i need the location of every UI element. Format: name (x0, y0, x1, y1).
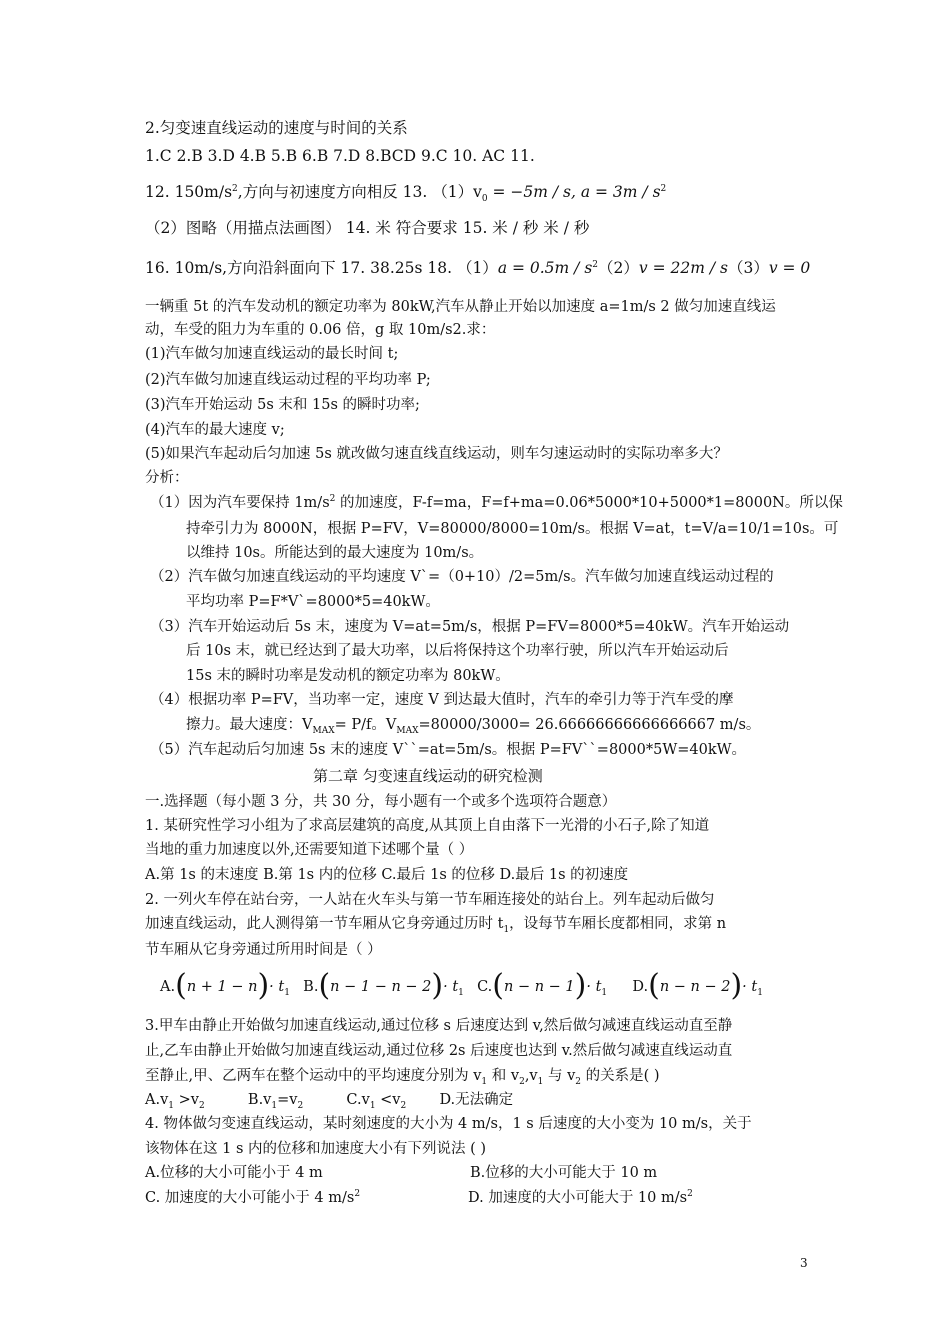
q3-options (145, 1090, 513, 1112)
q4-line-2: 该物体在这 1 s 内的位移和加速度大小有下列说法 ( ) (145, 1141, 487, 1157)
q2-line-2: 加速直线运动，此人测得第一节车厢从它身旁通过历时 $t_1$，设每节车厢长度都相同，求第 n (145, 916, 727, 935)
analysis-label: 分析： (145, 470, 189, 486)
q4-option-a: A.位移的大小可能小于 4 m (145, 1165, 323, 1181)
analysis-3-line-1: （3）汽车开始运动后 5s 末，速度为 V=at=5m/s，根据 P=FV=8000*5=40kW。汽车开始运动 (150, 619, 790, 635)
analysis-1-line-1: （1）因为汽车要保持 $1m/s^2$ 的加速度，F-f=ma，F=f+ma=0.06*5000*10+5000*1=8000N。所以保 (150, 494, 843, 511)
problem-line-1: 一辆重 5t 的汽车发动机的额定功率为 80kW,汽车从静止开始以加速度 a=1m/s 2 做匀加速直线运 (145, 299, 776, 315)
q4-option-d: D. 加速度的大小可能大于 10 $m/s^2$ (468, 1189, 693, 1206)
q2-option-c: $C.(n - n - 1)\cdot t_1$ (477, 968, 608, 1003)
chapter-title: 第二章 匀变速直线运动的研究检测 (313, 767, 543, 785)
q3-option-c: $C.v_1 <v_2$ (346, 1092, 407, 1111)
analysis-1-line-3: 以维持 10s。所能达到的最大速度为 10m/s。 (186, 545, 484, 561)
q3-option-d: D.无法确定 (439, 1092, 514, 1108)
analysis-4-line-1: （4）根据功率 P=FV，当功率一定，速度 V 到达最大值时，汽车的牵引力等于汽车受的摩 (150, 692, 734, 708)
answers-line-1: 1.C 2.B 3.D 4.B 5.B 6.B 7.D 8.BCD 9.C 10. AC 11. (145, 147, 535, 165)
answers-line-3: （2）图略（用描点法画图） 14. 米 符合要求 15. 米 / 秒 米 / 秒 (145, 219, 590, 237)
analysis-4-line-2: 擦力。最大速度：$V_{MAX}= P/f$。$V_{MAX}=80000/3000= 26.66666666666666667$ m/s。 (186, 717, 761, 736)
problem-q3: (3)汽车开始运动 5s 末和 15s 的瞬时功率; (145, 397, 420, 413)
q2-option-a: $A.(n + 1 - n)\cdot t_1$ (160, 968, 290, 1003)
q4-line-1: 4. 物体做匀变速直线运动，某时刻速度的大小为 4 m/s，1 s 后速度的大小变为 10 m/s，关于 (145, 1116, 752, 1132)
problem-q5: (5)如果汽车起动后匀加速 5s 就改做匀速直线直线运动，则车匀速运动时的实际功率多大？ (145, 446, 728, 462)
q4-option-b: B.位移的大小可能大于 10 m (470, 1165, 658, 1181)
q3-option-b: $B.v_1=v_2$ (247, 1092, 304, 1111)
q3-line-1: 3.甲车由静止开始做匀加速直线运动,通过位移 s 后速度达到 v,然后做匀减速直线运动直至静 (145, 1018, 733, 1034)
answers-section-title: 2.匀变速直线运动的速度与时间的关系 (145, 119, 408, 137)
problem-q2: (2)汽车做匀加速直线运动过程的平均功率 P; (145, 372, 431, 388)
analysis-3-line-2: 后 10s 末，就已经达到了最大功率，以后将保持这个功率行驶，所以汽车开始运动后 (186, 643, 729, 659)
analysis-2-line-2: 平均功率 P=F*V`=8000*5=40kW。 (186, 594, 440, 610)
problem-line-2: 动，车受的阻力为车重的 0.06 倍，g 取 10m/s2.求： (145, 322, 496, 338)
section-heading: 一.选择题（每小题 3 分，共 30 分，每小题有一个或多个选项符合题意） (145, 794, 617, 810)
q2-options (160, 962, 763, 1009)
q4-option-c: C. 加速度的大小可能小于 4 $m/s^2$ (145, 1189, 361, 1206)
analysis-2-line-1: （2）汽车做匀加速直线运动的平均速度 V`=（0+10）/2=5m/s。汽车做匀加速直线运动过程的 (150, 569, 774, 585)
q2-option-d: $D.(n - n - 2)\cdot t_1$ (632, 968, 763, 1003)
q2-line-3: 节车厢从它身旁通过所用时间是（ ） (145, 942, 382, 958)
answers-line-4: 16. 10m/s,方向沿斜面向下 17. 38.25s 18. $(1)a = 0.5m / s^2(2)v = 22m / s(3)v = 0$ (145, 259, 811, 277)
analysis-1-line-2: 持牵引力为 8000N，根据 P=FV，V=80000/8000=10m/s。根据 V=at，t=V/a=10/1=10s。可 (186, 521, 839, 537)
page-number: 3 (800, 1256, 808, 1270)
analysis-5: （5）汽车起动后匀加速 5s 末的速度 V``=at=5m/s。根据 P=FV``=8000*5W=40kW。 (150, 742, 747, 758)
problem-q1: (1)汽车做匀加速直线运动的最长时间 t; (145, 346, 399, 362)
q1-options: A.第 1s 的末速度 B.第 1s 内的位移 C.最后 1s 的位移 D.最后 1s 的初速度 (145, 867, 629, 883)
q3-line-3: 至静止,甲、乙两车在整个运动中的平均速度分别为 $v_1$ 和 $v_2,v_1$ 与 $v_2$ 的关系是( ) (145, 1068, 660, 1087)
q2-option-b: $B.(n - 1 - n - 2)\cdot t_1$ (303, 968, 464, 1003)
q3-line-2: 止,乙车由静止开始做匀加速直线运动,通过位移 2s 后速度也达到 v.然后做匀减速直线运动直 (145, 1043, 733, 1059)
q2-line-1: 2. 一列火车停在站台旁，一人站在火车头与第一节车厢连接处的站台上。列车起动后做匀 (145, 892, 715, 908)
analysis-3-line-3: 15s 末的瞬时功率是发动机的额定功率为 80kW。 (186, 668, 510, 684)
q1-line-2: 当地的重力加速度以外,还需要知道下述哪个量（ ） (145, 842, 474, 858)
answers-line-2: 12. $150m/s^2$,方向与初速度方向相反 13. $(1)v_0 = -5m / s$, $a = 3m / s^2$ (145, 183, 667, 204)
q1-line-1: 1. 某研究性学习小组为了求高层建筑的高度,从其顶上自由落下一光滑的小石子,除了知道 (145, 818, 710, 834)
q3-option-a: $A.v_1 >v_2$ (145, 1092, 205, 1111)
problem-q4: (4)汽车的最大速度 v; (145, 422, 285, 438)
